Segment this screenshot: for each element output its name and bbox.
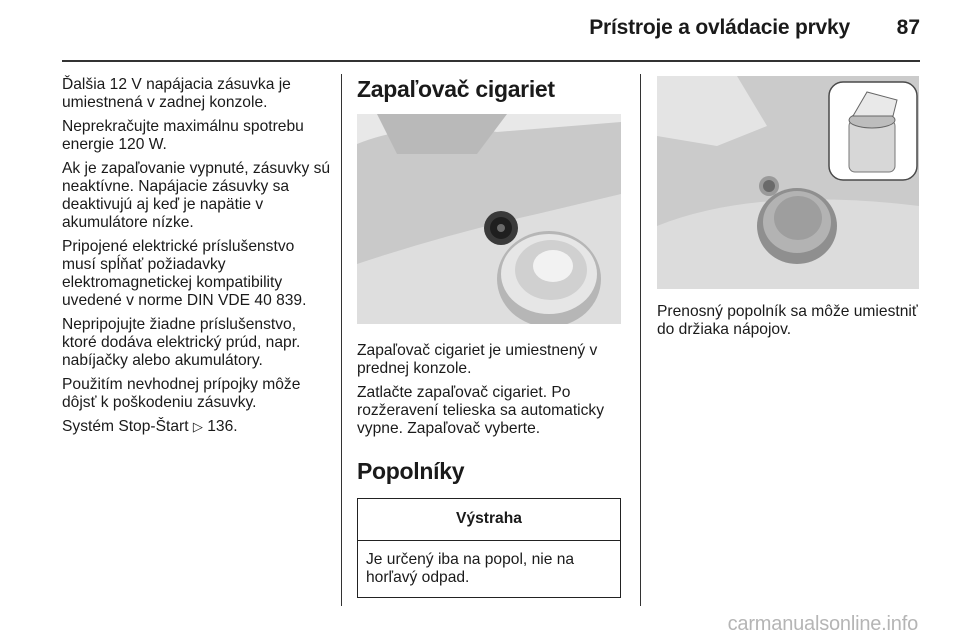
header-rule [62, 60, 920, 62]
column-2 [357, 76, 625, 598]
heading-ashtrays: Popolníky [357, 458, 465, 484]
paragraph: Použitím nevhodnej prípojky môže dôjsť k poškodeniu zásuvky. [62, 376, 301, 411]
running-header-title: Prístroje a ovládacie prvky [589, 16, 850, 39]
warning-text: Je určený iba na popol, nie na horľavý odpad. [366, 551, 575, 586]
column-divider-left [341, 74, 342, 606]
paragraph: Zapaľovač cigariet je umiestnený v prednej konzole. [357, 342, 598, 377]
paragraph: Ďalšia 12 V napájacia zásuvka je umiestnená v zadnej konzole. [62, 76, 291, 111]
portable-ashtray-illustration [657, 76, 919, 289]
paragraph: Neprekračujte maximálnu spotrebu energie 120 W. [62, 118, 304, 153]
paragraph: Nepripojujte žiadne príslušenstvo, ktoré dodáva elektrický prúd, napr. nabíjačky alebo akumulátory. [62, 316, 301, 369]
column-1 [62, 76, 332, 442]
warning-box [357, 498, 621, 598]
page-number: 87 [896, 16, 920, 39]
xref-page: 136. [207, 418, 238, 435]
watermark: carmanualsonline.info [727, 613, 918, 635]
heading-cigarette-lighter: Zapaľovač cigariet [357, 76, 555, 102]
paragraph: Ak je zapaľovanie vypnuté, zásuvky sú neaktívne. Napájacie zásuvky sa deaktivujú aj keď je napätie v akumulátore nízke. [62, 160, 331, 231]
paragraph: Zatlačte zapaľovač cigariet. Po rozžeravení telieska sa automaticky vypne. Zapaľovač vyberte. [357, 384, 605, 437]
column-3 [657, 76, 921, 345]
xref-arrow-icon: ▷ [192, 419, 203, 434]
cigarette-lighter-illustration [357, 114, 621, 324]
column-divider-right [640, 74, 641, 606]
cross-reference[interactable] [62, 418, 332, 436]
caption: Prenosný popolník sa môže umiestniť do držiaka nápojov. [657, 303, 918, 338]
xref-text: Systém Stop-Štart [62, 418, 189, 435]
paragraph: Pripojené elektrické príslušenstvo musí spĺňať požiadavky elektromagnetickej kompatibility uvedené v norme DIN VDE 40 839. [62, 238, 307, 309]
warning-title: Výstraha [358, 499, 620, 541]
